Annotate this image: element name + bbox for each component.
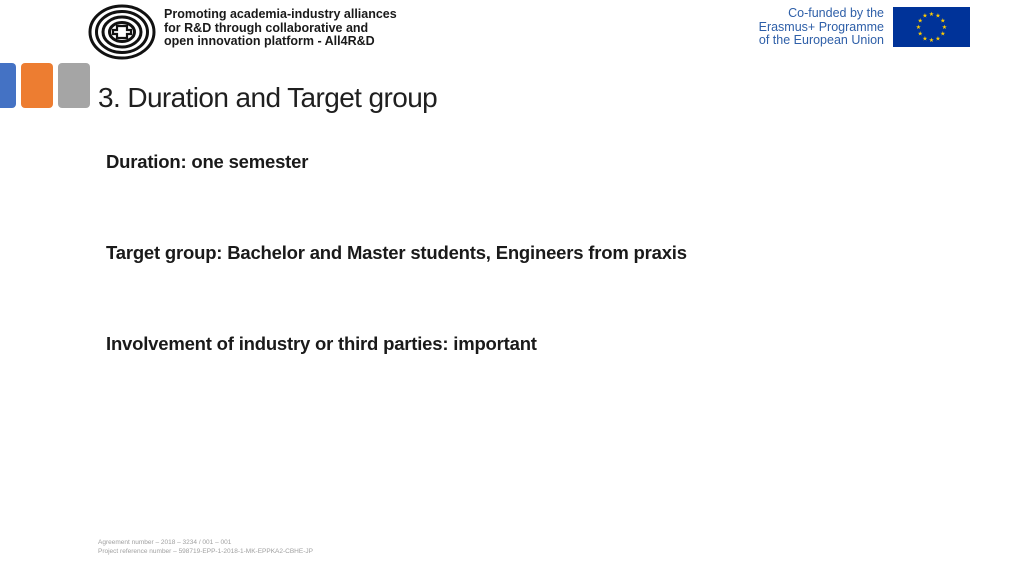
svg-text:★: ★: [928, 11, 935, 18]
svg-text:★: ★: [922, 35, 928, 43]
svg-text:★: ★: [917, 30, 923, 38]
project-title-line: Promoting academia-industry alliances: [164, 7, 397, 21]
duration-text: Duration: one semester: [106, 151, 309, 172]
svg-text:★: ★: [935, 35, 941, 43]
svg-text:★: ★: [917, 17, 923, 25]
cofunded-line: Co-funded by the: [788, 6, 884, 20]
decor-block-blue: [0, 63, 16, 108]
svg-text:★: ★: [941, 24, 948, 31]
cofunded-line: of the European Union: [758, 33, 884, 47]
svg-text:★: ★: [922, 12, 928, 20]
decor-block-gray: [58, 63, 90, 108]
decor-block-orange: [21, 63, 53, 108]
project-title-line: open innovation platform - All4R&D: [164, 34, 375, 48]
all4rd-logo-icon: [88, 4, 156, 60]
svg-text:★: ★: [935, 12, 941, 20]
svg-text:★: ★: [940, 17, 946, 25]
svg-text:★: ★: [928, 37, 935, 44]
agreement-number: Agreement number – 2018 – 3234 / 001 – 001: [98, 539, 232, 546]
involvement-text: Involvement of industry or third parties: important: [106, 333, 537, 354]
project-reference-number: Project reference number – 598719-EPP-1-2018-1-MK-EPPKA2-CBHE-JP: [98, 548, 313, 555]
footer: [98, 538, 313, 556]
target-group-text: Target group: Bachelor and Master students, Engineers from praxis: [106, 242, 687, 263]
cofunded-line: Erasmus+ Programme: [758, 19, 884, 34]
cofunded-text: [759, 7, 884, 48]
slide-title: 3. Duration and Target group: [98, 82, 438, 113]
eu-flag-icon: [893, 7, 970, 47]
svg-text:★: ★: [940, 30, 946, 38]
project-title: [164, 8, 464, 49]
project-title-line: for R&D through collaborative and: [164, 20, 369, 35]
svg-text:★: ★: [915, 24, 922, 31]
